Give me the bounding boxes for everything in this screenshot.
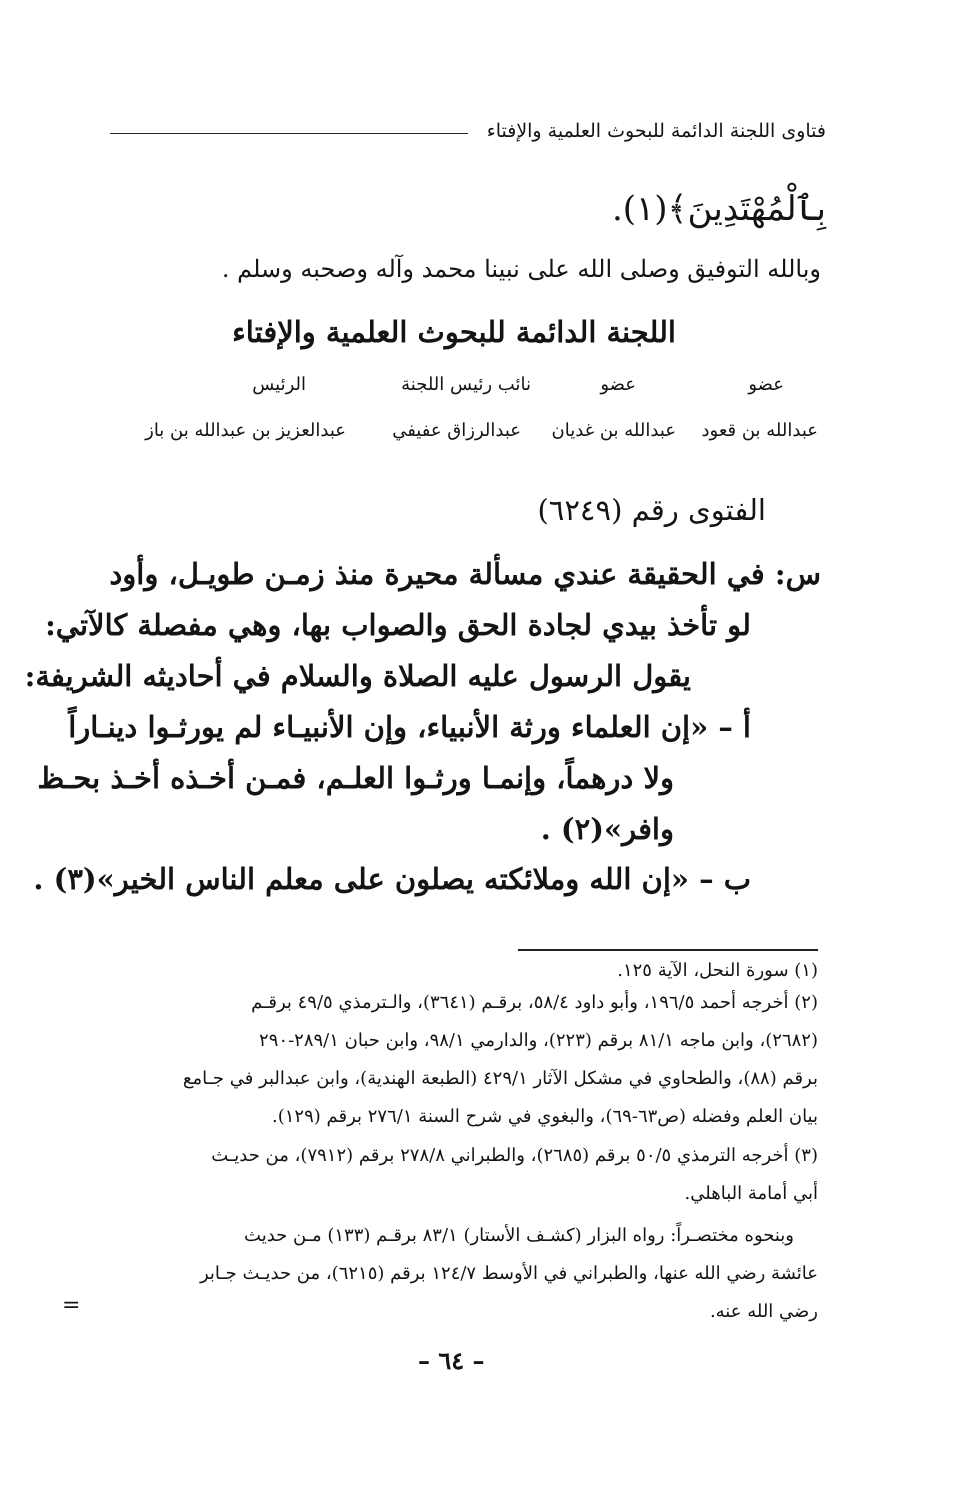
member-role: الرئيس [252,374,306,395]
member-role: عضو [600,374,636,395]
footnote-line: بيان العلم وفضله (ص٦٣-٦٩)، والبغوي في شرح السنة ٢٧٦/١ برقم (١٢٩). [271,1106,818,1127]
footnote-line: أبي أمامة الباهلي. [684,1183,818,1204]
footnote-line: (١) سورة النحل، الآية ١٢٥. [617,960,818,981]
footnote-line: رضي الله عنه. [709,1301,818,1322]
member-role: عضو [748,374,784,395]
footnote-line: برقم (٨٨)، والطحاوي في مشكل الآثار ٤٢٩/١ (الطبعة الهندية)، وابن عبدالبر في جـامع [182,1068,818,1089]
question-line: ب – «إن الله وملائكته يصلون على معلم الناس الخير»(٣) . [33,862,751,896]
margin-mark: = [62,1293,81,1318]
fatwa-number: الفتوى رقم (٦٢٤٩) [537,493,766,527]
footnote-line: (٢) أخرجه أحمد ١٩٦/٥، وأبو داود ٥٨/٤، برقـم (٣٦٤١)، والـترمذي ٤٩/٥ برقـم [251,992,818,1013]
committee-name: اللجنة الدائمة للبحوث العلمية والإفتاء [232,315,676,349]
running-header-title: فتاوى اللجنة الدائمة للبحوث العلمية والإفتاء [486,120,826,142]
quran-verse-ending: بِٱلْمُهْتَدِينَ﴾(١). [611,189,826,229]
question-line: ولا درهماً، وإنمـا ورثـوا العلـم، فمـن أخـذه أخـذ بحـظ [37,761,674,795]
closing-statement: وبالله التوفيق وصلى الله على نبينا محمد وآله وصحبه وسلم . [221,255,821,283]
header-rule [110,133,468,134]
member-name: عبدالرزاق عفيفي [392,420,521,441]
question-line: وافر»(٢) . [540,812,674,846]
member-name: عبدالعزيز بن عبدالله بن باز [145,420,346,441]
question-line: يقول الرسول عليه الصلاة والسلام في أحاديثه الشريفة: [24,659,691,693]
footnote-line: (٢٦٨٢)، وابن ماجه ٨١/١ برقم (٢٢٣)، والدارمي ٩٨/١، وابن حبان ٢٨٩/١-٢٩٠ [259,1030,818,1051]
footnote-line: (٣) أخرجه الترمذي ٥٠/٥ برقم (٢٦٨٥)، والطبراني ٢٧٨/٨ برقم (٧٩١٢)، من حديـث [211,1145,818,1166]
question-line: لو تأخذ بيدي لجادة الحق والصواب بها، وهي مفصلة كالآتي: [45,608,751,642]
footnote-line: عائشة رضي الله عنها، والطبراني في الأوسط ١٢٤/٧ برقم (٦٢١٥)، من حديـث جـابر [199,1263,818,1284]
question-line: أ – «إن العلماء ورثة الأنبياء، وإن الأنبيـاء لم يورثـوا دينـاراً [68,710,751,744]
question-line: س: في الحقيقة عندي مسألة محيرة منذ زمـن طويـل، وأود [109,557,821,591]
member-name: عبدالله بن غديان [551,420,676,441]
member-role: نائب رئيس اللجنة [401,374,531,395]
footnote-rule [518,949,818,951]
footnote-line: وبنحوه مختصـراً: رواه البزار (كشـف الأستار) ٨٣/١ برقـم (١٣٣) مـن حديث [244,1225,794,1246]
page-number: – ٦٤ – [418,1346,485,1375]
member-name: عبدالله بن قعود [701,420,818,441]
